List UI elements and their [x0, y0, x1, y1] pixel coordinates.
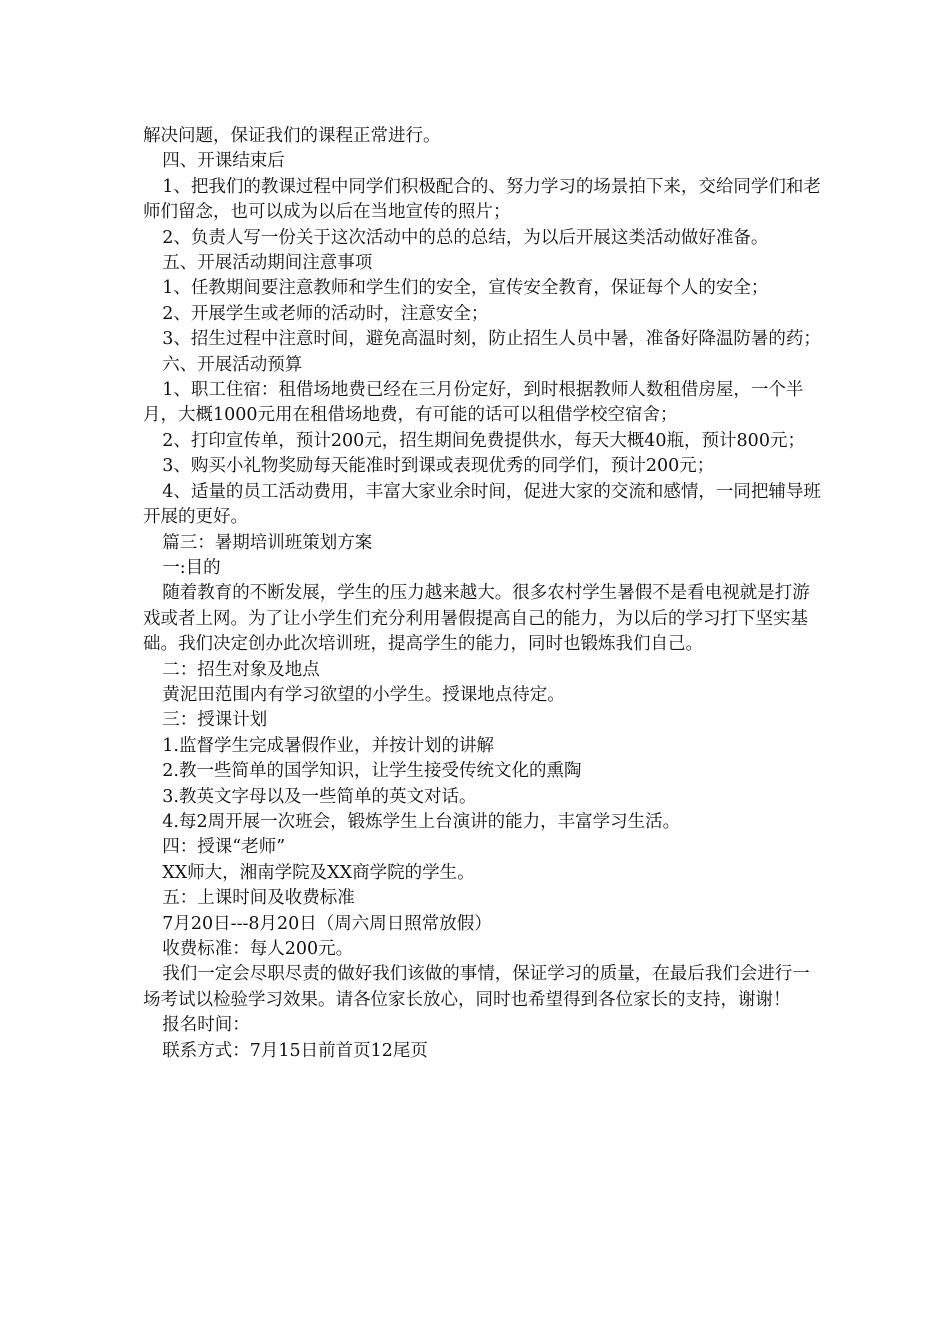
paragraph: 四：授课“老师” [162, 837, 286, 858]
paragraph: 五：上课时间及收费标准 [162, 888, 355, 909]
paragraph: 我们一定会尽职尽责的做好我们该做的事情，保证学习的质量，在最后我们会进行一场考试以检验学习效果。请各位家长放心，同时也希望得到各位家长的支持，谢谢！ [143, 964, 810, 1010]
paragraph: 1、职工住宿：租借场地费已经在三月份定好，到时根据教师人数租借房屋，一个半月，大概1000元用在租借场地费，有可能的话可以租借学校空宿舍； [143, 380, 804, 426]
paragraph: 1.监督学生完成暑假作业，并按计划的讲解 [162, 735, 494, 756]
paragraph: 3.教英文字母以及一些简单的英文对话。 [162, 786, 477, 807]
paragraph: 2、开展学生或老师的活动时，注意安全； [162, 303, 489, 324]
paragraph: 2、负责人写一份关于这次活动中的总的总结，为以后开展这类活动做好准备。 [162, 227, 769, 248]
paragraph: XX师大，湘南学院及XX商学院的学生。 [162, 862, 475, 883]
paragraph: 篇三：暑期培训班策划方案 [162, 532, 373, 553]
paragraph: 一:目的 [162, 557, 221, 578]
paragraph: 3、购买小礼物奖励每天能准时到课或表现优秀的同学们，预计200元； [162, 456, 715, 477]
paragraph: 联系方式：7月15日前首页12尾页 [162, 1040, 428, 1061]
paragraph: 六、开展活动预算 [162, 354, 303, 375]
paragraph: 三：授课计划 [162, 710, 268, 731]
paragraph: 黄泥田范围内有学习欲望的小学生。授课地点待定。 [162, 684, 565, 705]
paragraph: 收费标准：每人200元。 [162, 939, 354, 959]
paragraph: 报名时间： [162, 1015, 250, 1036]
paragraph: 2.教一些简单的国学知识，让学生接受传统文化的熏陶 [162, 761, 582, 782]
paragraph: 1、把我们的教课过程中同学们积极配合的、努力学习的场景拍下来，交给同学们和老师们留念，也可以成为以后在当地宣传的照片； [143, 176, 821, 223]
paragraph: 五、开展活动期间注意事项 [162, 253, 373, 274]
paragraph: 3、招生过程中注意时间，避免高温时刻，防止招生人员中暑，准备好降温防暑的药； [162, 329, 821, 350]
paragraph: 四、开课结束后 [162, 151, 285, 172]
paragraph: 4、适量的员工活动费用，丰富大家业余时间，促进大家的交流和感情，一同把辅导班开展的更好。 [143, 481, 821, 528]
paragraph: 4.每2周开展一次班会，锻炼学生上台演讲的能力，丰富学习生活。 [162, 811, 681, 832]
paragraph: 7月20日---8月20日（周六周日照常放假） [162, 913, 492, 934]
paragraph: 随着教育的不断发展，学生的压力越来越大。很多农村学生暑假不是看电视就是打游戏或者上网。为了让小学生们充分利用暑假提高自己的能力，为以后的学习打下坚实基础。我们决定创办此次培训班，提高学生的能力，同时也锻炼我们自己。 [143, 583, 810, 655]
paragraph: 2、打印宣传单，预计200元，招生期间免费提供水，每天大概40瓶，预计800元； [162, 430, 805, 451]
paragraph: 解决问题，保证我们的课程正常进行。 [143, 126, 441, 146]
paragraph: 1、任教期间要注意教师和学生们的安全，宣传安全教育，保证每个人的安全； [162, 278, 769, 299]
paragraph: 二：招生对象及地点 [162, 659, 320, 680]
document-body [143, 124, 823, 1064]
